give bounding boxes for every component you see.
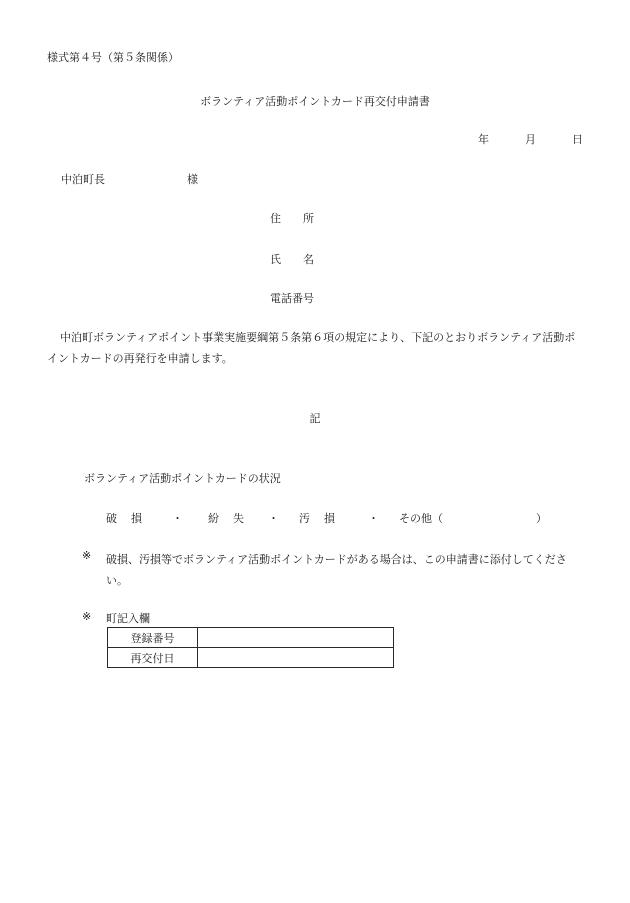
option-other-close-paren: ） bbox=[536, 512, 547, 525]
registration-number-field[interactable] bbox=[198, 628, 394, 648]
name-label bbox=[270, 251, 314, 267]
address-label-char-2: 所 bbox=[303, 212, 314, 225]
table-row bbox=[108, 648, 394, 668]
separator-dot: ・ bbox=[268, 512, 279, 525]
office-use-mark: ※ bbox=[82, 610, 92, 623]
name-label-char-1: 氏 bbox=[270, 253, 281, 266]
option-soiled-char-2: 損 bbox=[324, 512, 335, 525]
date-year-label: 年 bbox=[478, 133, 489, 146]
registration-number-label: 登録番号 bbox=[108, 628, 198, 648]
phone-label: 電話番号 bbox=[270, 292, 314, 305]
option-soiled[interactable] bbox=[299, 510, 335, 526]
reissue-date-label: 再交付日 bbox=[108, 648, 198, 668]
option-damaged[interactable] bbox=[106, 510, 142, 526]
ki-heading: 記 bbox=[309, 412, 321, 425]
addressee-honorific: 様 bbox=[187, 173, 198, 186]
request-body-text: 中泊町ボランティアポイント事業実施要綱第５条第６項の規定により、下記のとおりボランティア活動ポイントカードの再発行を申請します。 bbox=[47, 331, 576, 365]
note-text: 破損、汚損等でボランティア活動ポイントカードがある場合は、この申請書に添付してください。 bbox=[106, 553, 567, 587]
name-label-char-2: 名 bbox=[303, 253, 314, 266]
office-use-label: 町記入欄 bbox=[106, 612, 150, 625]
separator-dot: ・ bbox=[172, 512, 183, 525]
form-number: 様式第４号（第５条関係） bbox=[47, 51, 179, 64]
table-row bbox=[108, 628, 394, 648]
note-mark: ※ bbox=[82, 549, 92, 562]
addressee-name: 中泊町長 bbox=[61, 173, 105, 186]
address-label-char-1: 住 bbox=[270, 212, 281, 225]
reissue-date-field[interactable] bbox=[198, 648, 394, 668]
card-status-heading: ボランティア活動ポイントカードの状況 bbox=[84, 472, 281, 485]
option-lost-char-1: 紛 bbox=[208, 512, 219, 525]
document-title: ボランティア活動ポイントカード再交付申請書 bbox=[200, 95, 430, 108]
office-use-table bbox=[107, 627, 394, 668]
option-other[interactable]: その他（ bbox=[399, 512, 443, 525]
address-label bbox=[270, 210, 314, 226]
date-day-label: 日 bbox=[572, 133, 583, 146]
separator-dot: ・ bbox=[368, 512, 379, 525]
option-damaged-char-2: 損 bbox=[131, 512, 142, 525]
option-soiled-char-1: 汚 bbox=[299, 512, 310, 525]
option-lost[interactable] bbox=[208, 510, 244, 526]
option-lost-char-2: 失 bbox=[233, 512, 244, 525]
date-month-label: 月 bbox=[525, 133, 536, 146]
option-damaged-char-1: 破 bbox=[106, 512, 117, 525]
